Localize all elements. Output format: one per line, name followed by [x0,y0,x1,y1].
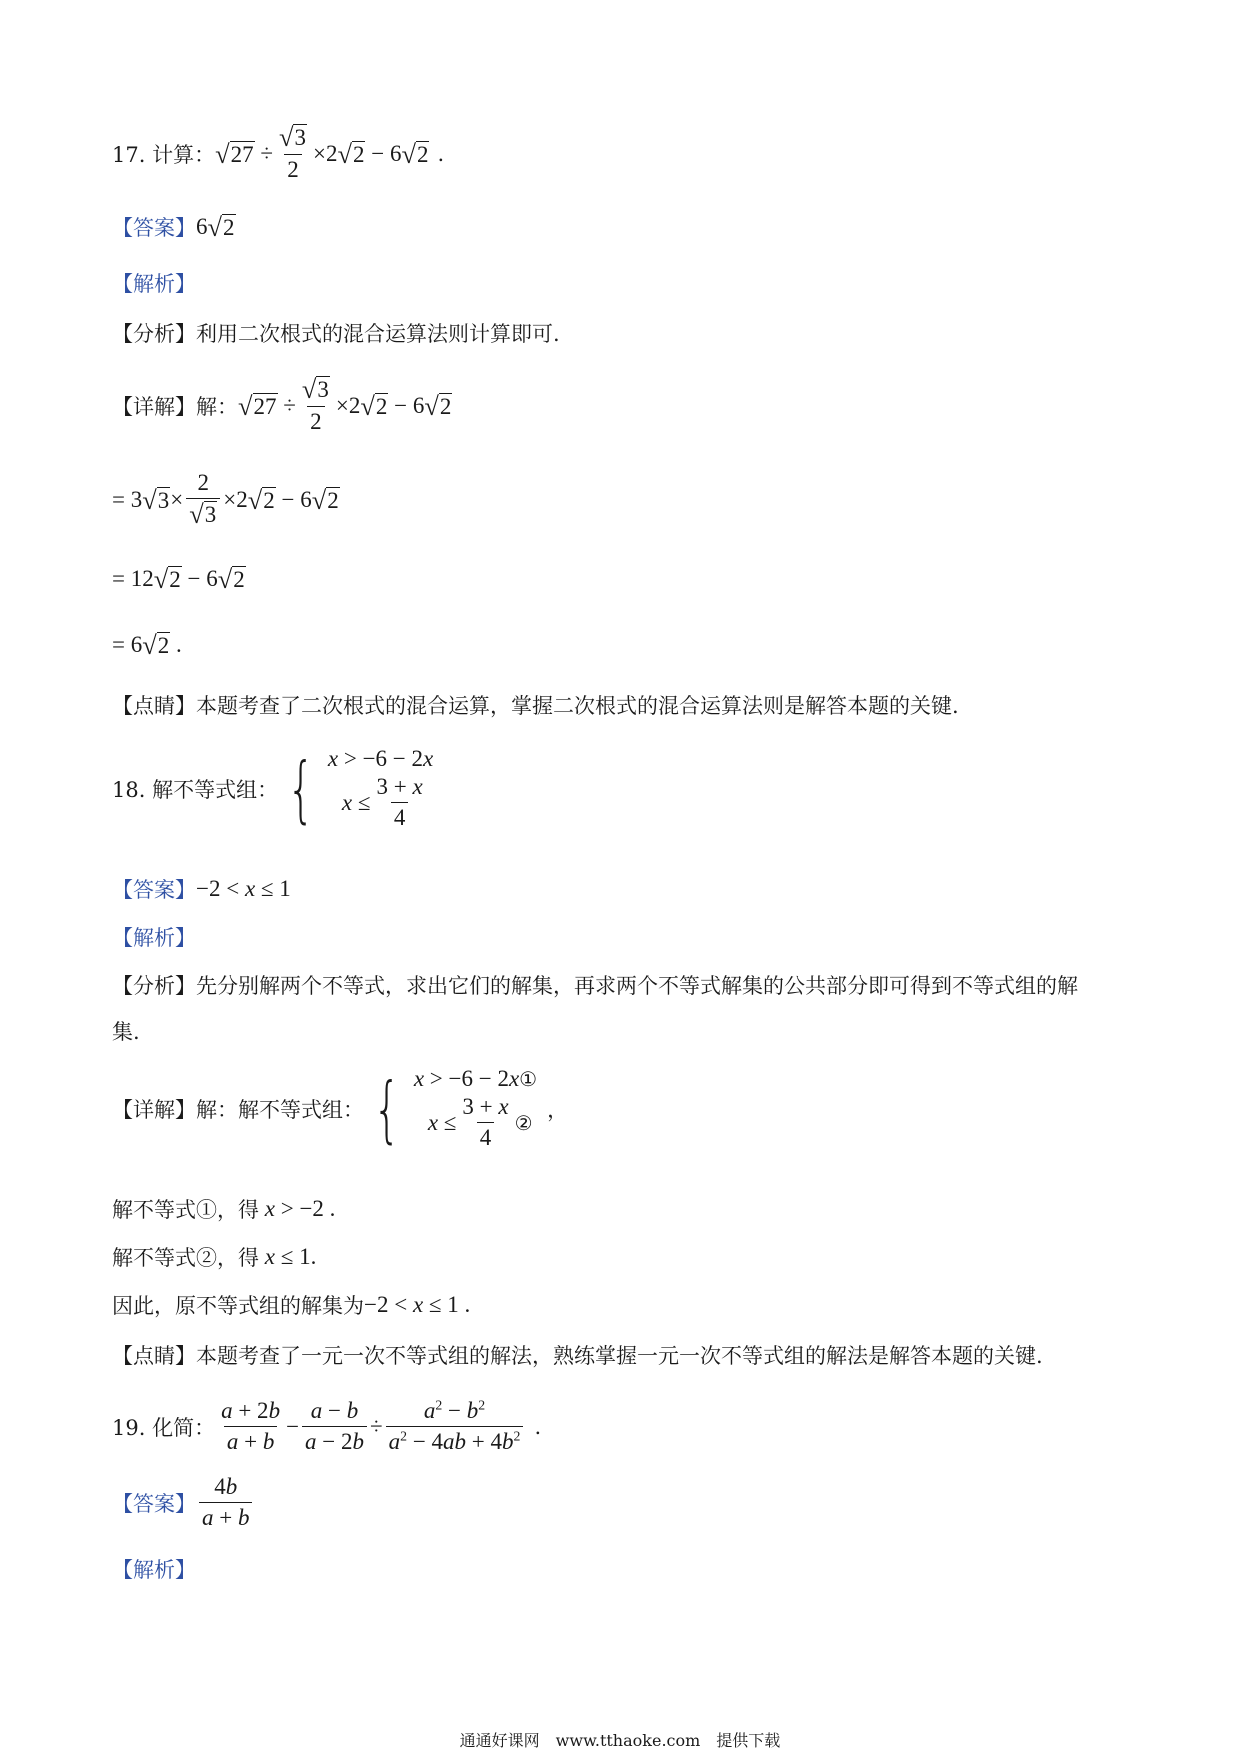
circled-one-mark: ① [519,1067,538,1091]
q18-answer-value: −2 < x ≤ 1 [196,876,291,901]
q18-sol2-text: 解不等式②，得 [112,1246,259,1270]
brace-icon: { [287,746,315,831]
q18-xiangjie [112,1066,568,1152]
q18-answer [112,874,291,904]
q17-analysis [112,268,196,298]
q18-xiangjie-lead: 解：解不等式组： [196,1097,364,1122]
q18-analysis [112,922,196,952]
q17-step1 [112,470,340,530]
q18-xiangjie-system [364,1066,537,1152]
q18-dianjing-text: 本题考查了一元一次不等式组的解法，熟练掌握一元一次不等式组的解法是解答本题的关键. [196,1344,1043,1368]
q17-fenxi [112,318,560,348]
q17-answer [112,212,236,242]
q18-sol1 [112,1194,335,1224]
q18-row1: x > −6 − 2 x [327,746,434,771]
q17-step2 [112,566,246,592]
q18-sol3 [112,1290,470,1320]
q17-expression: √ 27 ÷ √ 3 2 ×2 √ 2 − 6 √ 2 [215,122,429,183]
q19-analysis [112,1554,196,1584]
q18-fenxi-cont [112,1016,140,1046]
q18-row2: x ≤ $\frac{3 + x}{4}$ [341,774,423,831]
q17-step3 [112,632,182,658]
q17-label: 17. 计算： [112,142,216,167]
q18-xj-row2: x ≤ $\frac{3 + x}{4}$ ② [427,1094,533,1151]
q17-question [112,124,444,184]
q19-label: 19. 化简： [112,1415,216,1440]
q18-sol3-math: −2 < x ≤ 1 . [364,1292,471,1317]
q18-xiangjie-tag: 【详解】 [112,1097,196,1122]
q19-period: . [534,1414,542,1439]
q17-dianjing-text: 本题考查了二次根式的混合运算，掌握二次根式的混合运算法则是解答本题的关键. [196,694,959,718]
page-footer: 通通好课网 www.tthaoke.com 提供下载 [459,1731,781,1750]
q19-expression: $\frac{a + 2b}{a + b}$ − $\frac{a - b}{a - 2b}$ ÷ $\frac{a^2 - b^2}{a^2 - 4ab + 4b^2}$ [215,1398,526,1456]
q18-fenxi-tag: 【分析】 [112,974,196,998]
q19-answer [112,1474,255,1532]
q18-sol2-math: x ≤ 1. [264,1244,317,1269]
q19-answer-tag: 【答案】 [112,1491,196,1516]
q19-question [112,1398,541,1456]
q17-xiangjie [112,376,452,436]
q18-fenxi-text-1: 先分别解两个不等式，求出它们的解集，再求两个不等式解集的公共部分即可得到不等式组的解 [196,974,1078,998]
q18-analysis-tag: 【解析】 [112,926,196,950]
q18-sol3-text: 因此，原不等式组的解集为 [112,1294,364,1318]
q17-answer-tag: 【答案】 [112,216,196,240]
q17-period: . [437,141,445,166]
q17-step3-expression: = 6 √ 2 . [112,630,182,660]
q17-xiangjie-lead: 解： [196,394,238,419]
q18-sol1-math: x > −2 . [264,1196,336,1221]
q17-answer-value: 6 √ 2 [196,211,235,242]
q17-fenxi-tag: 【分析】 [112,322,196,346]
q18-question [112,746,433,832]
q17-dianjing [112,690,959,720]
brace-icon: { [373,1066,401,1151]
q18-fenxi-text-2: 集. [112,1020,140,1044]
q17-step1-expression: = 3 √ 3 × 2 √ 3 ×2 √ 2 − 6 √ 2 [112,470,339,530]
q18-dianjing [112,1340,1043,1370]
q18-xj-row1: x > −6 − 2 x ① [413,1066,538,1091]
q17-dianjing-tag: 【点睛】 [112,694,196,718]
q18-xiangjie-comma: ， [547,1097,569,1122]
circled-two-mark: ② [514,1110,533,1135]
q18-system [278,746,433,832]
q18-fenxi [112,970,1078,1000]
q18-dianjing-tag: 【点睛】 [112,1344,196,1368]
q18-sol1-text: 解不等式①，得 [112,1198,259,1222]
q19-answer-value: $\frac{4b}{a + b}$ [196,1474,255,1532]
q17-fenxi-text: 利用二次根式的混合运算法则计算即可. [196,322,560,346]
q17-xiangjie-tag: 【详解】 [112,394,196,419]
q18-answer-tag: 【答案】 [112,878,196,902]
q17-step2-expression: = 12 √ 2 − 6 √ 2 [112,564,245,594]
q18-sol2 [112,1242,316,1272]
q17-analysis-tag: 【解析】 [112,272,196,296]
q19-analysis-tag: 【解析】 [112,1558,196,1582]
q17-xiangjie-expression: √ 27 ÷ √ 3 2 ×2 √ 2 − 6 √ 2 [238,374,452,435]
q18-label: 18. 解不等式组： [112,777,279,802]
